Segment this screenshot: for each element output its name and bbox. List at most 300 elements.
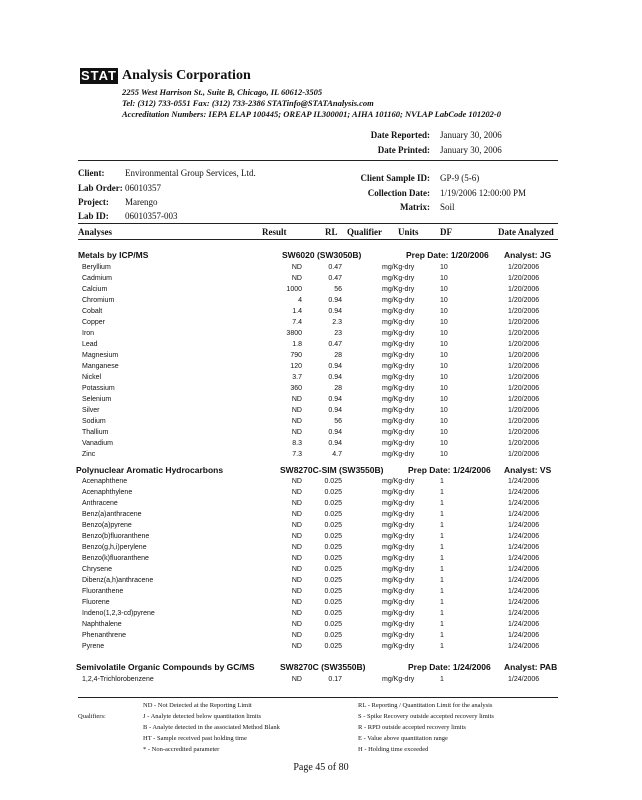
result-value: 8.3 bbox=[292, 440, 302, 447]
dilution-factor: 1 bbox=[440, 500, 444, 507]
analyte-name: Nickel bbox=[82, 374, 102, 381]
units: mg/Kg-dry bbox=[382, 610, 415, 617]
reporting-limit: 2.3 bbox=[332, 319, 342, 326]
reporting-limit: 56 bbox=[334, 418, 342, 425]
date-analyzed: 1/20/2006 bbox=[508, 275, 540, 282]
units: mg/Kg-dry bbox=[382, 286, 415, 293]
date-analyzed: 1/20/2006 bbox=[508, 385, 540, 392]
result-value: ND bbox=[291, 610, 302, 617]
result-value: ND bbox=[291, 676, 302, 683]
column-header-top-rule bbox=[78, 223, 558, 224]
table-row bbox=[0, 619, 642, 630]
dilution-factor: 10 bbox=[440, 440, 448, 447]
analyte-name: Benzo(a)pyrene bbox=[82, 522, 132, 529]
result-value: 4 bbox=[298, 297, 302, 304]
date-analyzed: 1/24/2006 bbox=[508, 676, 540, 683]
units: mg/Kg-dry bbox=[382, 308, 415, 315]
units: mg/Kg-dry bbox=[382, 440, 415, 447]
dilution-factor: 1 bbox=[440, 643, 444, 650]
date-analyzed: 1/24/2006 bbox=[508, 555, 540, 562]
qualifier-item: HT - Sample received past holding time bbox=[143, 735, 247, 742]
table-row bbox=[0, 350, 642, 361]
table-row bbox=[0, 339, 642, 350]
dilution-factor: 10 bbox=[440, 396, 448, 403]
section-prep-date: Prep Date: 1/20/2006 bbox=[406, 250, 489, 260]
col-result: Result bbox=[262, 227, 287, 237]
reporting-limit: 0.47 bbox=[328, 341, 342, 348]
section-analyst: Analyst: JG bbox=[504, 250, 552, 260]
company-address: 2255 West Harrison St., Suite B, Chicago, IL 60612-3505 bbox=[122, 87, 323, 97]
units: mg/Kg-dry bbox=[382, 643, 415, 650]
reporting-limit: 0.94 bbox=[328, 407, 342, 414]
table-row bbox=[0, 553, 642, 564]
lab-order-label: Lab Order: bbox=[78, 183, 123, 193]
result-value: ND bbox=[291, 522, 302, 529]
units: mg/Kg-dry bbox=[382, 544, 415, 551]
analyte-name: Thallium bbox=[82, 429, 109, 436]
result-value: ND bbox=[291, 418, 302, 425]
table-row bbox=[0, 487, 642, 498]
date-reported-label: Date Reported: bbox=[370, 130, 430, 140]
table-row bbox=[0, 542, 642, 553]
col-units: Units bbox=[398, 227, 419, 237]
dilution-factor: 1 bbox=[440, 599, 444, 606]
dilution-factor: 1 bbox=[440, 489, 444, 496]
result-value: ND bbox=[291, 275, 302, 282]
units: mg/Kg-dry bbox=[382, 632, 415, 639]
project-label: Project: bbox=[78, 197, 109, 207]
date-analyzed: 1/24/2006 bbox=[508, 533, 540, 540]
date-analyzed: 1/20/2006 bbox=[508, 396, 540, 403]
dilution-factor: 10 bbox=[440, 451, 448, 458]
analyte-name: Cadmium bbox=[82, 275, 112, 282]
date-printed-value: January 30, 2006 bbox=[440, 145, 502, 155]
dilution-factor: 1 bbox=[440, 478, 444, 485]
dilution-factor: 10 bbox=[440, 297, 448, 304]
reporting-limit: 0.025 bbox=[324, 566, 342, 573]
dilution-factor: 10 bbox=[440, 429, 448, 436]
date-analyzed: 1/24/2006 bbox=[508, 632, 540, 639]
analyte-name: Dibenz(a,h)anthracene bbox=[82, 577, 154, 584]
date-analyzed: 1/20/2006 bbox=[508, 440, 540, 447]
result-value: ND bbox=[291, 566, 302, 573]
units: mg/Kg-dry bbox=[382, 621, 415, 628]
dilution-factor: 10 bbox=[440, 319, 448, 326]
reporting-limit: 0.025 bbox=[324, 544, 342, 551]
table-row bbox=[0, 438, 642, 449]
result-value: 120 bbox=[290, 363, 302, 370]
result-value: 1.8 bbox=[292, 341, 302, 348]
reporting-limit: 0.025 bbox=[324, 577, 342, 584]
units: mg/Kg-dry bbox=[382, 588, 415, 595]
dilution-factor: 1 bbox=[440, 588, 444, 595]
dilution-factor: 1 bbox=[440, 533, 444, 540]
table-row bbox=[0, 427, 642, 438]
reporting-limit: 0.025 bbox=[324, 621, 342, 628]
result-value: ND bbox=[291, 500, 302, 507]
reporting-limit: 0.17 bbox=[328, 676, 342, 683]
company-name: Analysis Corporation bbox=[122, 68, 251, 83]
date-analyzed: 1/20/2006 bbox=[508, 429, 540, 436]
date-reported-value: January 30, 2006 bbox=[440, 130, 502, 140]
dilution-factor: 10 bbox=[440, 363, 448, 370]
analyte-name: Fluoranthene bbox=[82, 588, 124, 595]
result-value: ND bbox=[291, 407, 302, 414]
analyte-name: Anthracene bbox=[82, 500, 118, 507]
result-value: ND bbox=[291, 533, 302, 540]
units: mg/Kg-dry bbox=[382, 599, 415, 606]
units: mg/Kg-dry bbox=[382, 396, 415, 403]
analyte-name: Naphthalene bbox=[82, 621, 122, 628]
reporting-limit: 0.94 bbox=[328, 440, 342, 447]
reporting-limit: 0.025 bbox=[324, 555, 342, 562]
table-row bbox=[0, 361, 642, 372]
section-prep-date: Prep Date: 1/24/2006 bbox=[408, 662, 491, 672]
dilution-factor: 1 bbox=[440, 632, 444, 639]
units: mg/Kg-dry bbox=[382, 352, 415, 359]
analyte-name: Benzo(g,h,i)perylene bbox=[82, 544, 147, 551]
sample-id-value: GP-9 (5-6) bbox=[440, 173, 480, 183]
reporting-limit: 0.94 bbox=[328, 363, 342, 370]
dilution-factor: 10 bbox=[440, 286, 448, 293]
date-analyzed: 1/24/2006 bbox=[508, 577, 540, 584]
table-row bbox=[0, 608, 642, 619]
section-analyst: Analyst: VS bbox=[504, 465, 552, 475]
result-value: ND bbox=[291, 621, 302, 628]
units: mg/Kg-dry bbox=[382, 533, 415, 540]
analyte-name: Zinc bbox=[82, 451, 96, 458]
reporting-limit: 4.7 bbox=[332, 451, 342, 458]
date-analyzed: 1/24/2006 bbox=[508, 588, 540, 595]
date-analyzed: 1/24/2006 bbox=[508, 610, 540, 617]
dilution-factor: 1 bbox=[440, 610, 444, 617]
table-row bbox=[0, 328, 642, 339]
result-value: 1.4 bbox=[292, 308, 302, 315]
matrix-value: Soil bbox=[440, 202, 455, 212]
reporting-limit: 0.025 bbox=[324, 599, 342, 606]
dilution-factor: 10 bbox=[440, 341, 448, 348]
result-value: 7.4 bbox=[292, 319, 302, 326]
reporting-limit: 0.025 bbox=[324, 533, 342, 540]
dilution-factor: 10 bbox=[440, 330, 448, 337]
qualifier-item: S - Spike Recovery outside accepted recovery limits bbox=[358, 713, 494, 720]
table-row bbox=[0, 630, 642, 641]
analyte-name: Silver bbox=[82, 407, 100, 414]
date-analyzed: 1/20/2006 bbox=[508, 286, 540, 293]
reporting-limit: 0.94 bbox=[328, 374, 342, 381]
reporting-limit: 0.025 bbox=[324, 522, 342, 529]
units: mg/Kg-dry bbox=[382, 341, 415, 348]
table-row bbox=[0, 575, 642, 586]
section-method: SW8270C-SIM (SW3550B) bbox=[280, 465, 384, 475]
analyte-name: Beryllium bbox=[82, 264, 111, 271]
dilution-factor: 1 bbox=[440, 544, 444, 551]
column-header-bottom-rule bbox=[78, 239, 558, 240]
analyte-name: Calcium bbox=[82, 286, 108, 293]
analyte-name: Lead bbox=[82, 341, 98, 348]
project-value: Marengo bbox=[125, 197, 158, 207]
section-title: Polynuclear Aromatic Hydrocarbons bbox=[76, 465, 224, 475]
dilution-factor: 10 bbox=[440, 275, 448, 282]
units: mg/Kg-dry bbox=[382, 429, 415, 436]
section-analyst: Analyst: PAB bbox=[504, 662, 558, 672]
section-title: Metals by ICP/MS bbox=[78, 250, 149, 260]
reporting-limit: 0.025 bbox=[324, 643, 342, 650]
date-analyzed: 1/24/2006 bbox=[508, 643, 540, 650]
analyte-name: Indeno(1,2,3-cd)pyrene bbox=[82, 610, 155, 617]
analyte-name: Benzo(k)fluoranthene bbox=[82, 555, 149, 562]
result-value: ND bbox=[291, 577, 302, 584]
col-qualifier: Qualifier bbox=[347, 227, 382, 237]
section-method: SW6020 (SW3050B) bbox=[282, 250, 362, 260]
col-df: DF bbox=[440, 227, 452, 237]
analyte-name: Cobalt bbox=[82, 308, 103, 315]
table-row bbox=[0, 531, 642, 542]
date-analyzed: 1/20/2006 bbox=[508, 341, 540, 348]
units: mg/Kg-dry bbox=[382, 566, 415, 573]
date-analyzed: 1/20/2006 bbox=[508, 407, 540, 414]
dilution-factor: 1 bbox=[440, 621, 444, 628]
result-value: 7.3 bbox=[292, 451, 302, 458]
analyte-name: Magnesium bbox=[82, 352, 119, 359]
qualifier-item: R - RPD outside accepted recovery limits bbox=[358, 724, 466, 731]
section-prep-date: Prep Date: 1/24/2006 bbox=[408, 465, 491, 475]
reporting-limit: 0.025 bbox=[324, 632, 342, 639]
units: mg/Kg-dry bbox=[382, 577, 415, 584]
date-analyzed: 1/24/2006 bbox=[508, 511, 540, 518]
analyte-name: Copper bbox=[82, 319, 105, 326]
dilution-factor: 10 bbox=[440, 264, 448, 271]
date-analyzed: 1/24/2006 bbox=[508, 500, 540, 507]
dilution-factor: 1 bbox=[440, 676, 444, 683]
reporting-limit: 23 bbox=[334, 330, 342, 337]
matrix-label: Matrix: bbox=[400, 202, 430, 212]
analyte-name: Chrysene bbox=[82, 566, 112, 573]
lab-order-value: 06010357 bbox=[125, 183, 161, 193]
col-rl: RL bbox=[325, 227, 338, 237]
result-value: ND bbox=[291, 489, 302, 496]
date-analyzed: 1/20/2006 bbox=[508, 264, 540, 271]
units: mg/Kg-dry bbox=[382, 297, 415, 304]
units: mg/Kg-dry bbox=[382, 374, 415, 381]
units: mg/Kg-dry bbox=[382, 522, 415, 529]
table-row bbox=[0, 476, 642, 487]
reporting-limit: 0.025 bbox=[324, 511, 342, 518]
qualifiers-top-rule bbox=[78, 697, 558, 698]
table-row bbox=[0, 498, 642, 509]
date-analyzed: 1/20/2006 bbox=[508, 451, 540, 458]
dilution-factor: 1 bbox=[440, 577, 444, 584]
dilution-factor: 1 bbox=[440, 511, 444, 518]
table-row bbox=[0, 416, 642, 427]
analyte-name: Benz(a)anthracene bbox=[82, 511, 142, 518]
date-analyzed: 1/20/2006 bbox=[508, 330, 540, 337]
table-row bbox=[0, 597, 642, 608]
reporting-limit: 0.025 bbox=[324, 489, 342, 496]
result-value: ND bbox=[291, 632, 302, 639]
reporting-limit: 0.94 bbox=[328, 308, 342, 315]
date-analyzed: 1/20/2006 bbox=[508, 297, 540, 304]
qualifier-item: ND - Not Detected at the Reporting Limit bbox=[143, 702, 252, 709]
analyte-name: Benzo(b)fluoranthene bbox=[82, 533, 150, 540]
result-value: ND bbox=[291, 588, 302, 595]
table-row bbox=[0, 372, 642, 383]
reporting-limit: 28 bbox=[334, 352, 342, 359]
date-analyzed: 1/24/2006 bbox=[508, 566, 540, 573]
result-value: 3.7 bbox=[292, 374, 302, 381]
qualifier-item: J - Analyte detected below quantitation limits bbox=[143, 713, 262, 720]
reporting-limit: 0.025 bbox=[324, 478, 342, 485]
table-row bbox=[0, 520, 642, 531]
reporting-limit: 28 bbox=[334, 385, 342, 392]
section-title: Semivolatile Organic Compounds by GC/MS bbox=[76, 662, 255, 672]
units: mg/Kg-dry bbox=[382, 264, 415, 271]
result-value: ND bbox=[291, 544, 302, 551]
table-row bbox=[0, 405, 642, 416]
result-value: ND bbox=[291, 511, 302, 518]
analyte-name: Acenaphthene bbox=[82, 478, 128, 485]
units: mg/Kg-dry bbox=[382, 511, 415, 518]
accreditation-numbers: Accreditation Numbers: IEPA ELAP 100445; OREAP IL300001; AIHA 101160; NVLAP LabCode 101202-0 bbox=[122, 109, 501, 119]
client-value: Environmental Group Services, Ltd. bbox=[125, 168, 256, 178]
date-analyzed: 1/20/2006 bbox=[508, 418, 540, 425]
date-analyzed: 1/24/2006 bbox=[508, 489, 540, 496]
reporting-limit: 0.47 bbox=[328, 264, 342, 271]
date-analyzed: 1/20/2006 bbox=[508, 319, 540, 326]
dilution-factor: 10 bbox=[440, 308, 448, 315]
units: mg/Kg-dry bbox=[382, 407, 415, 414]
result-value: 3800 bbox=[286, 330, 302, 337]
analyte-name: Potassium bbox=[82, 385, 115, 392]
date-analyzed: 1/24/2006 bbox=[508, 544, 540, 551]
date-analyzed: 1/24/2006 bbox=[508, 621, 540, 628]
sample-id-label: Client Sample ID: bbox=[360, 173, 430, 183]
dilution-factor: 10 bbox=[440, 374, 448, 381]
units: mg/Kg-dry bbox=[382, 676, 415, 683]
qualifier-item: E - Value above quantitation range bbox=[358, 735, 448, 742]
qualifier-item: * - Non-accredited parameter bbox=[143, 746, 220, 753]
table-row bbox=[0, 317, 642, 328]
table-row bbox=[0, 564, 642, 575]
analyte-name: Sodium bbox=[82, 418, 106, 425]
dilution-factor: 1 bbox=[440, 555, 444, 562]
table-row bbox=[0, 586, 642, 597]
result-value: ND bbox=[291, 429, 302, 436]
date-analyzed: 1/20/2006 bbox=[508, 363, 540, 370]
company-contact: Tel: (312) 733-0551 Fax: (312) 733-2386 STATinfo@STATAnalysis.com bbox=[122, 98, 374, 108]
table-row bbox=[0, 284, 642, 295]
dilution-factor: 10 bbox=[440, 385, 448, 392]
analyte-name: Fluorene bbox=[82, 599, 110, 606]
result-value: ND bbox=[291, 599, 302, 606]
table-row bbox=[0, 306, 642, 317]
reporting-limit: 0.025 bbox=[324, 588, 342, 595]
qualifier-item: RL - Reporting / Quantitation Limit for the analysis bbox=[358, 702, 493, 709]
analyte-name: Phenanthrene bbox=[82, 632, 126, 639]
client-label: Client: bbox=[78, 168, 105, 178]
result-value: 360 bbox=[290, 385, 302, 392]
units: mg/Kg-dry bbox=[382, 319, 415, 326]
analyte-name: Acenaphthylene bbox=[82, 489, 133, 496]
company-logo: STAT bbox=[80, 68, 117, 83]
result-value: ND bbox=[291, 643, 302, 650]
table-row bbox=[0, 674, 642, 685]
table-row bbox=[0, 394, 642, 405]
result-value: ND bbox=[291, 396, 302, 403]
table-row bbox=[0, 449, 642, 460]
date-analyzed: 1/24/2006 bbox=[508, 522, 540, 529]
table-row bbox=[0, 383, 642, 394]
date-analyzed: 1/20/2006 bbox=[508, 352, 540, 359]
units: mg/Kg-dry bbox=[382, 478, 415, 485]
result-value: ND bbox=[291, 264, 302, 271]
analyte-name: Selenium bbox=[82, 396, 112, 403]
result-value: 790 bbox=[290, 352, 302, 359]
analyte-name: Manganese bbox=[82, 363, 119, 370]
dilution-factor: 1 bbox=[440, 522, 444, 529]
collection-date-label: Collection Date: bbox=[367, 188, 430, 198]
analyte-name: 1,2,4-Trichlorobenzene bbox=[82, 676, 154, 683]
analyte-name: Chromium bbox=[82, 297, 115, 304]
date-analyzed: 1/20/2006 bbox=[508, 308, 540, 315]
reporting-limit: 0.94 bbox=[328, 429, 342, 436]
units: mg/Kg-dry bbox=[382, 418, 415, 425]
date-analyzed: 1/24/2006 bbox=[508, 599, 540, 606]
dilution-factor: 1 bbox=[440, 566, 444, 573]
units: mg/Kg-dry bbox=[382, 451, 415, 458]
header-divider bbox=[78, 160, 558, 161]
dilution-factor: 10 bbox=[440, 407, 448, 414]
dilution-factor: 10 bbox=[440, 352, 448, 359]
result-value: ND bbox=[291, 555, 302, 562]
analyte-name: Vanadium bbox=[82, 440, 114, 447]
units: mg/Kg-dry bbox=[382, 385, 415, 392]
qualifier-item: B - Analyte detected in the associated Method Blank bbox=[143, 724, 280, 731]
reporting-limit: 0.47 bbox=[328, 275, 342, 282]
units: mg/Kg-dry bbox=[382, 489, 415, 496]
result-value: ND bbox=[291, 478, 302, 485]
reporting-limit: 0.94 bbox=[328, 297, 342, 304]
collection-date-value: 1/19/2006 12:00:00 PM bbox=[440, 188, 527, 198]
col-date-analyzed: Date Analyzed bbox=[498, 227, 554, 237]
page-number: Page 45 of 80 bbox=[293, 762, 349, 773]
analyte-name: Iron bbox=[82, 330, 95, 337]
col-analyses: Analyses bbox=[78, 227, 113, 237]
units: mg/Kg-dry bbox=[382, 363, 415, 370]
reporting-limit: 56 bbox=[334, 286, 342, 293]
units: mg/Kg-dry bbox=[382, 500, 415, 507]
reporting-limit: 0.94 bbox=[328, 396, 342, 403]
date-analyzed: 1/24/2006 bbox=[508, 478, 540, 485]
table-row bbox=[0, 509, 642, 520]
table-row bbox=[0, 295, 642, 306]
date-analyzed: 1/20/2006 bbox=[508, 374, 540, 381]
lab-id-label: Lab ID: bbox=[78, 211, 109, 221]
table-row bbox=[0, 273, 642, 284]
section-method: SW8270C (SW3550B) bbox=[280, 662, 366, 672]
analyte-name: Pyrene bbox=[82, 643, 105, 650]
table-row bbox=[0, 641, 642, 652]
reporting-limit: 0.025 bbox=[324, 500, 342, 507]
units: mg/Kg-dry bbox=[382, 330, 415, 337]
lab-id-value: 06010357-003 bbox=[125, 211, 178, 221]
dilution-factor: 10 bbox=[440, 418, 448, 425]
units: mg/Kg-dry bbox=[382, 555, 415, 562]
date-printed-label: Date Printed: bbox=[377, 145, 430, 155]
result-value: 1000 bbox=[286, 286, 302, 293]
reporting-limit: 0.025 bbox=[324, 610, 342, 617]
units: mg/Kg-dry bbox=[382, 275, 415, 282]
